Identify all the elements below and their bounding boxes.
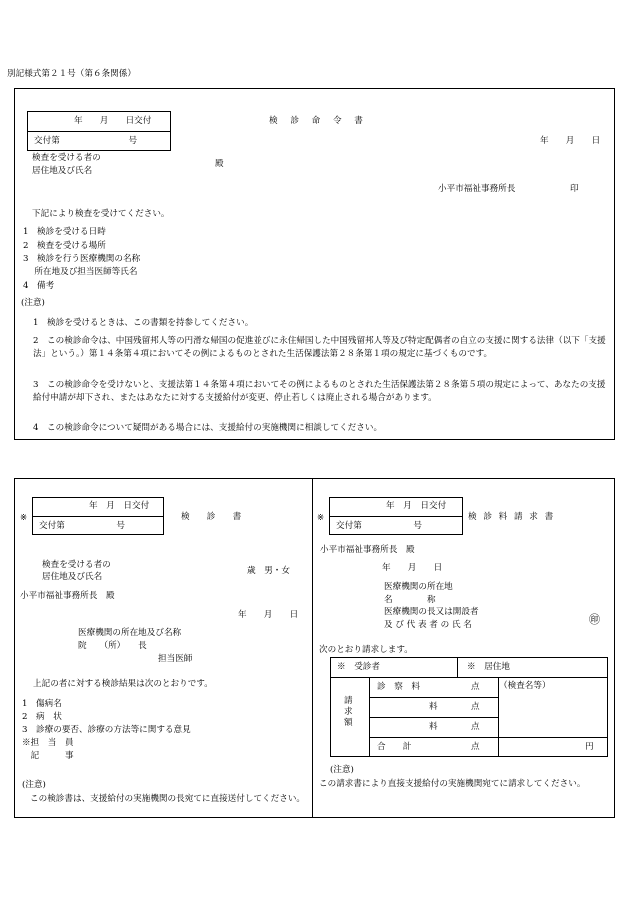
claim-row-unit: 点 <box>471 742 480 752</box>
order-note: 1 検診を受けるときは、この書類を持参してください。 <box>33 318 254 328</box>
report-institution: 医療機関の所在地及び名称 <box>78 628 182 638</box>
report-notes-title: (注意) <box>22 780 46 790</box>
report-doctor: 担当医師 <box>158 654 193 664</box>
order-instruction: 下記により検査を受けてください。 <box>32 209 170 219</box>
claim-inst-head: 医療機関の長又は開設者 <box>384 607 479 617</box>
claim-mark: ※ <box>317 513 325 523</box>
claim-title: 検 診 料 請 求 書 <box>468 512 556 522</box>
report-subject-label-2: 居住地及び氏名 <box>42 572 103 582</box>
claim-issue-box <box>329 497 463 535</box>
order-form <box>14 88 615 440</box>
claim-notes-title: (注意) <box>330 765 354 775</box>
order-subject-label-2: 居住地及び氏名 <box>32 166 93 176</box>
claim-seal: ㊞ <box>589 613 600 626</box>
order-item: 1 検診を受ける日時 <box>23 227 106 237</box>
report-mark: ※ <box>20 513 28 523</box>
report-issue-date: 年 月 日交付 <box>89 501 150 511</box>
claim-recipient-label: ※ 受診者 <box>337 662 380 672</box>
form-divider <box>312 478 313 818</box>
claim-row-label: 料 <box>429 702 438 712</box>
claim-inst-rep: 及 び 代 表 者 の 氏 名 <box>384 620 472 630</box>
order-issue-no: 交付第 号 <box>34 136 138 146</box>
report-note: この検診書は、支援給付の実施機関の長宛てに直接送付してください。 <box>30 794 306 804</box>
claim-row-label: 診 察 料 <box>377 682 420 692</box>
order-item: 2 検査を受ける場所 <box>23 241 106 251</box>
claim-inst-address: 医療機関の所在地 <box>384 582 453 592</box>
report-item: 3 診療の要否、診療の方法等に関する意見 <box>22 725 191 735</box>
claim-inst-name: 名 称 <box>384 595 436 605</box>
claim-row-label: 料 <box>429 722 438 732</box>
report-statement: 上記の者に対する検診結果は次のとおりです。 <box>33 679 213 689</box>
claim-test-name: （検査名等） <box>499 681 551 691</box>
order-item: 4 備考 <box>23 281 55 291</box>
order-date: 年 月 日 <box>540 136 601 146</box>
claim-statement: 次のとおり請求します。 <box>319 645 413 655</box>
claim-yen: 円 <box>585 742 594 752</box>
claim-table <box>330 657 608 757</box>
report-age-sex: 歳 男・女 <box>247 566 290 576</box>
order-issuer: 小平市福祉事務所長 <box>438 184 516 194</box>
report-item: ※担 当 員 <box>22 738 74 748</box>
order-note: 3 この検診命令を受けないと、支援法第１４条第４項においてその例によるものとされた生活保護法第２８条第５項の規定によって、あなたの支援給付申請が却下され、またはあなたに対する支援給付が変更、停止若しくは廃止される場合があります。 <box>33 380 606 403</box>
report-addressee: 小平市福祉事務所長 殿 <box>20 591 115 601</box>
claim-issue-date: 年 月 日交付 <box>386 501 447 511</box>
order-issue-date: 年 月 日交付 <box>74 116 152 126</box>
order-item: 所在地及び担当医師等氏名 <box>23 267 138 277</box>
report-item: 2 病 状 <box>22 712 62 722</box>
order-item: 3 検診を行う医療機関の名称 <box>23 254 141 264</box>
report-item: 記 事 <box>22 751 74 761</box>
report-date: 年 月 日 <box>238 610 299 620</box>
order-seal: 印 <box>570 184 579 194</box>
report-issue-box <box>32 497 164 535</box>
claim-addressee: 小平市福祉事務所長 殿 <box>320 545 415 555</box>
order-note: 2 この検診命令は、中国残留邦人等の円滑な帰国の促進並びに永住帰国した中国残留邦人等及び特定配偶者の自立の支援に関する法律（以下「支援法」という。）第１４条第４項においてその例によるものとされた生活保護法第２８条第１項の規定に基づくものです。 <box>33 336 606 359</box>
report-issue-no: 交付第 号 <box>39 521 125 531</box>
claim-row-unit: 点 <box>471 682 480 692</box>
order-issue-box <box>27 111 171 151</box>
report-title: 検 診 書 <box>181 512 242 522</box>
claim-note: この請求書により直接支援給付の実施機関宛てに請求してください。 <box>319 779 586 789</box>
claim-row-unit: 点 <box>471 722 480 732</box>
report-subject-label-1: 検査を受ける者の <box>42 560 111 570</box>
claim-residence-label: ※ 居住地 <box>467 662 510 672</box>
report-director: 院 （所） 長 <box>78 641 147 651</box>
claim-date: 年 月 日 <box>382 563 443 573</box>
order-title: 検 診 命 令 書 <box>269 116 368 126</box>
form-header: 別記様式第２１号（第６条関係） <box>7 69 136 79</box>
claim-row-label: 合 計 <box>377 742 412 752</box>
order-notes-title: (注意) <box>21 298 45 308</box>
report-item: 1 傷病名 <box>22 699 62 709</box>
claim-row-unit: 点 <box>471 702 480 712</box>
order-honorific: 殿 <box>215 159 224 169</box>
order-note: 4 この検診命令について疑問がある場合には、支援給付の実施機関に相談してください。 <box>33 423 383 433</box>
order-subject-label-1: 検査を受ける者の <box>32 153 101 163</box>
claim-amount-label: 請求額 <box>344 696 353 728</box>
claim-issue-no: 交付第 号 <box>336 521 422 531</box>
